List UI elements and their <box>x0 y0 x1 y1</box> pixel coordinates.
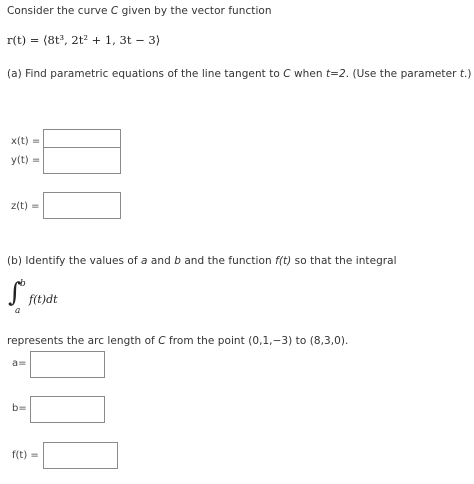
part-a-param: t <box>459 68 465 80</box>
f-field[interactable] <box>43 442 118 469</box>
intro-text-start: Consider the curve <box>7 5 111 17</box>
z-field[interactable] <box>43 192 121 219</box>
part-b-text-1: (b) Identify the values of <box>7 255 142 267</box>
part-a-text-4: .) <box>464 68 472 80</box>
x-field-label: x(t) = <box>11 136 41 147</box>
arc-text-4: . <box>344 335 349 347</box>
integrand: f(t)dt <box>29 293 58 306</box>
f-field-label: f(t) = <box>12 450 39 461</box>
arc-text-1: represents the arc length of <box>7 335 159 347</box>
part-b-text-3: and the function <box>180 255 276 267</box>
part-b-f-var: f(t) <box>275 255 292 267</box>
part-a-text-1: (a) Find parametric equations of the line tangent to <box>7 68 284 80</box>
part-b-text-2: and <box>147 255 175 267</box>
b-field[interactable] <box>30 396 105 423</box>
part-a-t-value: t=2 <box>325 68 346 80</box>
intro-text-end: given by the vector function <box>118 5 272 17</box>
part-a-text-2: when <box>290 68 326 80</box>
integral-sign-icon: ∫ <box>8 278 22 308</box>
arc-text-2: from the point <box>165 335 249 347</box>
point-to: (8,3,0) <box>309 335 345 347</box>
vector-function: r(t) = ⟨8t³, 2t² + 1, 3t − 3⟩ <box>7 33 161 47</box>
y-field[interactable] <box>43 147 121 174</box>
part-b-text-4: so that the integral <box>291 255 397 267</box>
b-field-label: b= <box>12 403 27 414</box>
integral-lower-limit: a <box>15 306 21 316</box>
y-field-label: y(t) = <box>11 155 41 166</box>
integral-upper-limit: b <box>20 279 26 289</box>
part-b-b-var: b <box>174 255 181 267</box>
arc-length-text <box>7 335 348 347</box>
part-a-curve-var: C <box>283 68 291 80</box>
a-field-label: a= <box>12 358 27 369</box>
part-b-prompt <box>7 255 397 267</box>
a-field[interactable] <box>30 351 105 378</box>
intro-text <box>7 5 272 17</box>
part-b-a-var: a <box>141 255 148 267</box>
arc-text-3: to <box>292 335 310 347</box>
arc-curve-var: C <box>158 335 166 347</box>
part-a-prompt <box>7 68 472 80</box>
point-from: (0,1,−3) <box>248 335 293 347</box>
curve-variable: C <box>110 5 119 17</box>
z-field-label: z(t) = <box>11 201 40 212</box>
part-a-text-3: . (Use the parameter <box>345 68 460 80</box>
